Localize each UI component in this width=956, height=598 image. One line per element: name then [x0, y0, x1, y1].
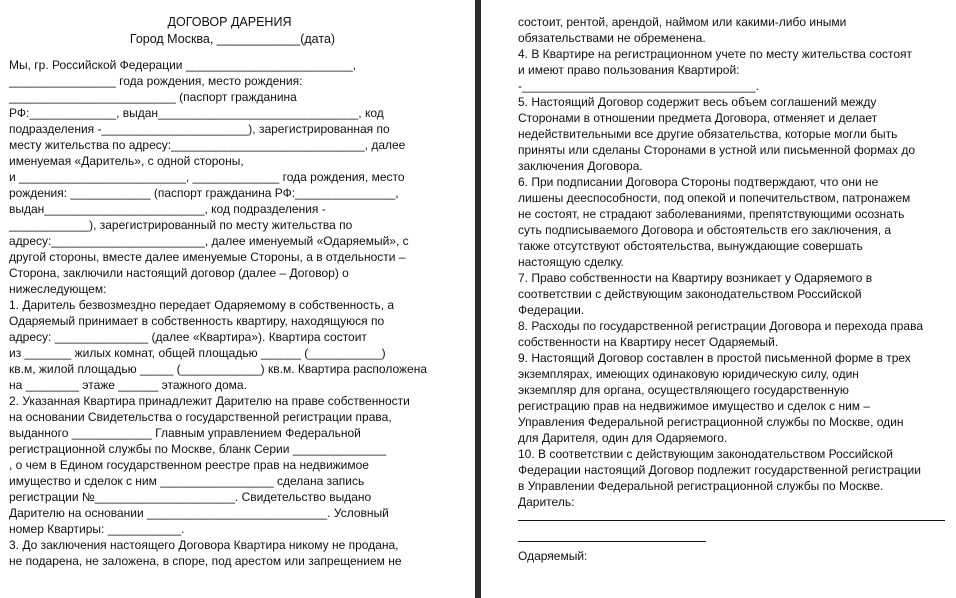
left-text-line: Мы, гр. Российской Федерации _________________________,	[9, 58, 357, 72]
left-text-line: , о чем в Едином государственном реестре прав на недвижимое	[9, 458, 369, 472]
left-page	[0, 0, 475, 598]
right-text-line: 4. В Квартире на регистрационном учете по месту жительства состоят	[518, 47, 913, 61]
left-text-line: РФ:_____________, выдан______________________________, код	[9, 106, 384, 120]
right-body-text	[481, 0, 956, 510]
right-text-line: в Управлении Федеральной регистрационной службы по Москве.	[518, 479, 884, 493]
left-text-line: ____________), зарегистрированный по месту жительства по	[9, 218, 353, 232]
left-text-line: регистрационной службы по Москве, бланк Серии ______________	[9, 442, 387, 456]
right-text-line: соответствии с действующим законодательством Российской	[518, 287, 862, 301]
right-text-line: Даритель:	[518, 495, 575, 509]
left-text-line: из _______ жилых комнат, общей площадью ______ (___________)	[9, 346, 386, 360]
right-text-line: также отсутствуют обстоятельства, вынуждающие совершать	[518, 239, 863, 253]
right-text-line: 10. В соответствии с действующим законодательством Российской	[518, 447, 893, 461]
right-text-line: 7. Право собственности на Квартиру возникает у Одаряемого в	[518, 271, 873, 285]
donor-signature-line	[518, 520, 945, 521]
left-text-line: не подарена, не заложена, в споре, под арестом или запрещением не	[9, 554, 402, 568]
right-text-line: экземплярах, имеющих одинаковую юридическую силу, один	[518, 367, 859, 381]
right-text-line: обязательствами не обременена.	[518, 31, 706, 45]
left-text-line: кв.м, жилой площадью _____ (____________) кв.м. Квартира расположена	[9, 362, 428, 376]
right-text-line: заключения Договора.	[518, 159, 643, 173]
right-text-line: суть подписываемого Договора и обстоятельств его заключения, а	[518, 223, 892, 237]
right-text-line: Управления Федеральной регистрационной службы по Москве, один	[518, 415, 904, 429]
left-text-line: 1. Даритель безвозмездно передает Одаряемому в собственность, а	[9, 298, 395, 312]
left-text-line: выдан________________________, код подразделения -	[9, 202, 326, 216]
right-text-line: -___________________________________.	[518, 79, 759, 93]
right-text-line: состоит, рентой, арендой, наймом или какими-либо иными	[518, 15, 847, 29]
right-text-line: регистрацию прав на недвижимое имущество и сделок с ним –	[518, 399, 871, 413]
left-text-line: имущество и сделок с ним _________________ сделана запись	[9, 474, 365, 488]
left-text-line: Сторона, заключили настоящий договор (далее – Договор) о	[9, 266, 349, 280]
left-text-line: на ________ этаже ______ этажного дома.	[9, 378, 247, 392]
left-text-line: рождения: ____________ (паспорт гражданина РФ:_______________,	[9, 186, 399, 200]
left-text-line: нижеследующем:	[9, 282, 107, 296]
left-text-line: подразделения -______________________), зарегистрированная по	[9, 122, 390, 136]
left-text-line: _________________________ (паспорт гражданина	[9, 90, 297, 104]
right-text-line: и имеют право пользования Квартирой:	[518, 63, 740, 77]
left-text-line: выданного ____________ Главным управлением Федеральной	[9, 426, 361, 440]
left-text-line: 2. Указанная Квартира принадлежит Дарителю на праве собственности	[9, 394, 410, 408]
left-text-line: месту жительства по адресу:_____________________________, далее	[9, 138, 406, 152]
right-text-line: 9. Настоящий Договор составлен в простой письменной форме в трех	[518, 351, 911, 365]
document-title: ДОГОВОР ДАРЕНИЯ	[167, 15, 292, 29]
right-text-line: не состоят, не страдают заболеваниями, препятствующими осознать	[518, 207, 905, 221]
left-body-text	[0, 57, 475, 569]
right-text-line: недействительными все другие обязательства, которые могли быть	[518, 127, 898, 141]
recipient-label: Одаряемый:	[518, 549, 588, 563]
right-text-line: приняты или сделаны Сторонами в устной или письменной формах до	[518, 143, 916, 157]
left-text-line: на основании Свидетельства о государственной регистрации права,	[9, 410, 392, 424]
left-text-line: другой стороны, вместе далее именуемые Стороны, а в отдельности –	[9, 250, 406, 264]
city-date-line: Город Москва, ____________(дата)	[129, 32, 336, 46]
donor-signature-line-short	[518, 541, 706, 542]
left-text-line: 3. До заключения настоящего Договора Квартира никому не продана,	[9, 538, 399, 552]
left-text-line: номер Квартиры: ___________.	[9, 522, 185, 536]
left-text-line: и _________________________, _____________ года рождения, место	[9, 170, 405, 184]
right-text-line: настоящую сделку.	[518, 255, 624, 269]
left-text-line: адресу:_______________________, далее именуемый «Одаряемый», с	[9, 234, 409, 248]
right-text-line: Сторонами в отношении предмета Договора, отменяет и делает	[518, 111, 878, 125]
right-text-line: Федерации.	[518, 303, 585, 317]
left-text-line: Одаряемый принимает в собственность квартиру, находящуюся по	[9, 314, 385, 328]
right-text-line: Федерации настоящий Договор подлежит государственной регистрации	[518, 463, 921, 477]
left-text-line: Дарителю на основании ___________________________. Условный	[9, 506, 389, 520]
right-text-line: 5. Настоящий Договор содержит весь объем соглашений между	[518, 95, 877, 109]
left-text-line: регистрации №_____________________. Свидетельство выдано	[9, 490, 372, 504]
right-text-line: для Дарителя, один для Одаряемого.	[518, 431, 728, 445]
right-text-line: лишены дееспособности, под опекой и попечительством, патронажем	[518, 191, 911, 205]
left-text-line: именуемая «Даритель», с одной стороны,	[9, 154, 244, 168]
right-text-line: 8. Расходы по государственной регистрации Договора и перехода права	[518, 319, 924, 333]
left-text-line: ________________ года рождения, место рождения:	[9, 74, 303, 88]
left-text-line: адресу: ______________ (далее «Квартира»). Квартира состоит	[9, 330, 367, 344]
right-page	[481, 0, 956, 598]
right-text-line: 6. При подписании Договора Стороны подтверждают, что они не	[518, 175, 879, 189]
right-text-line: экземпляр для органа, осуществляющего государственную	[518, 383, 849, 397]
right-text-line: собственности на Квартиру несет Одаряемый.	[518, 335, 779, 349]
